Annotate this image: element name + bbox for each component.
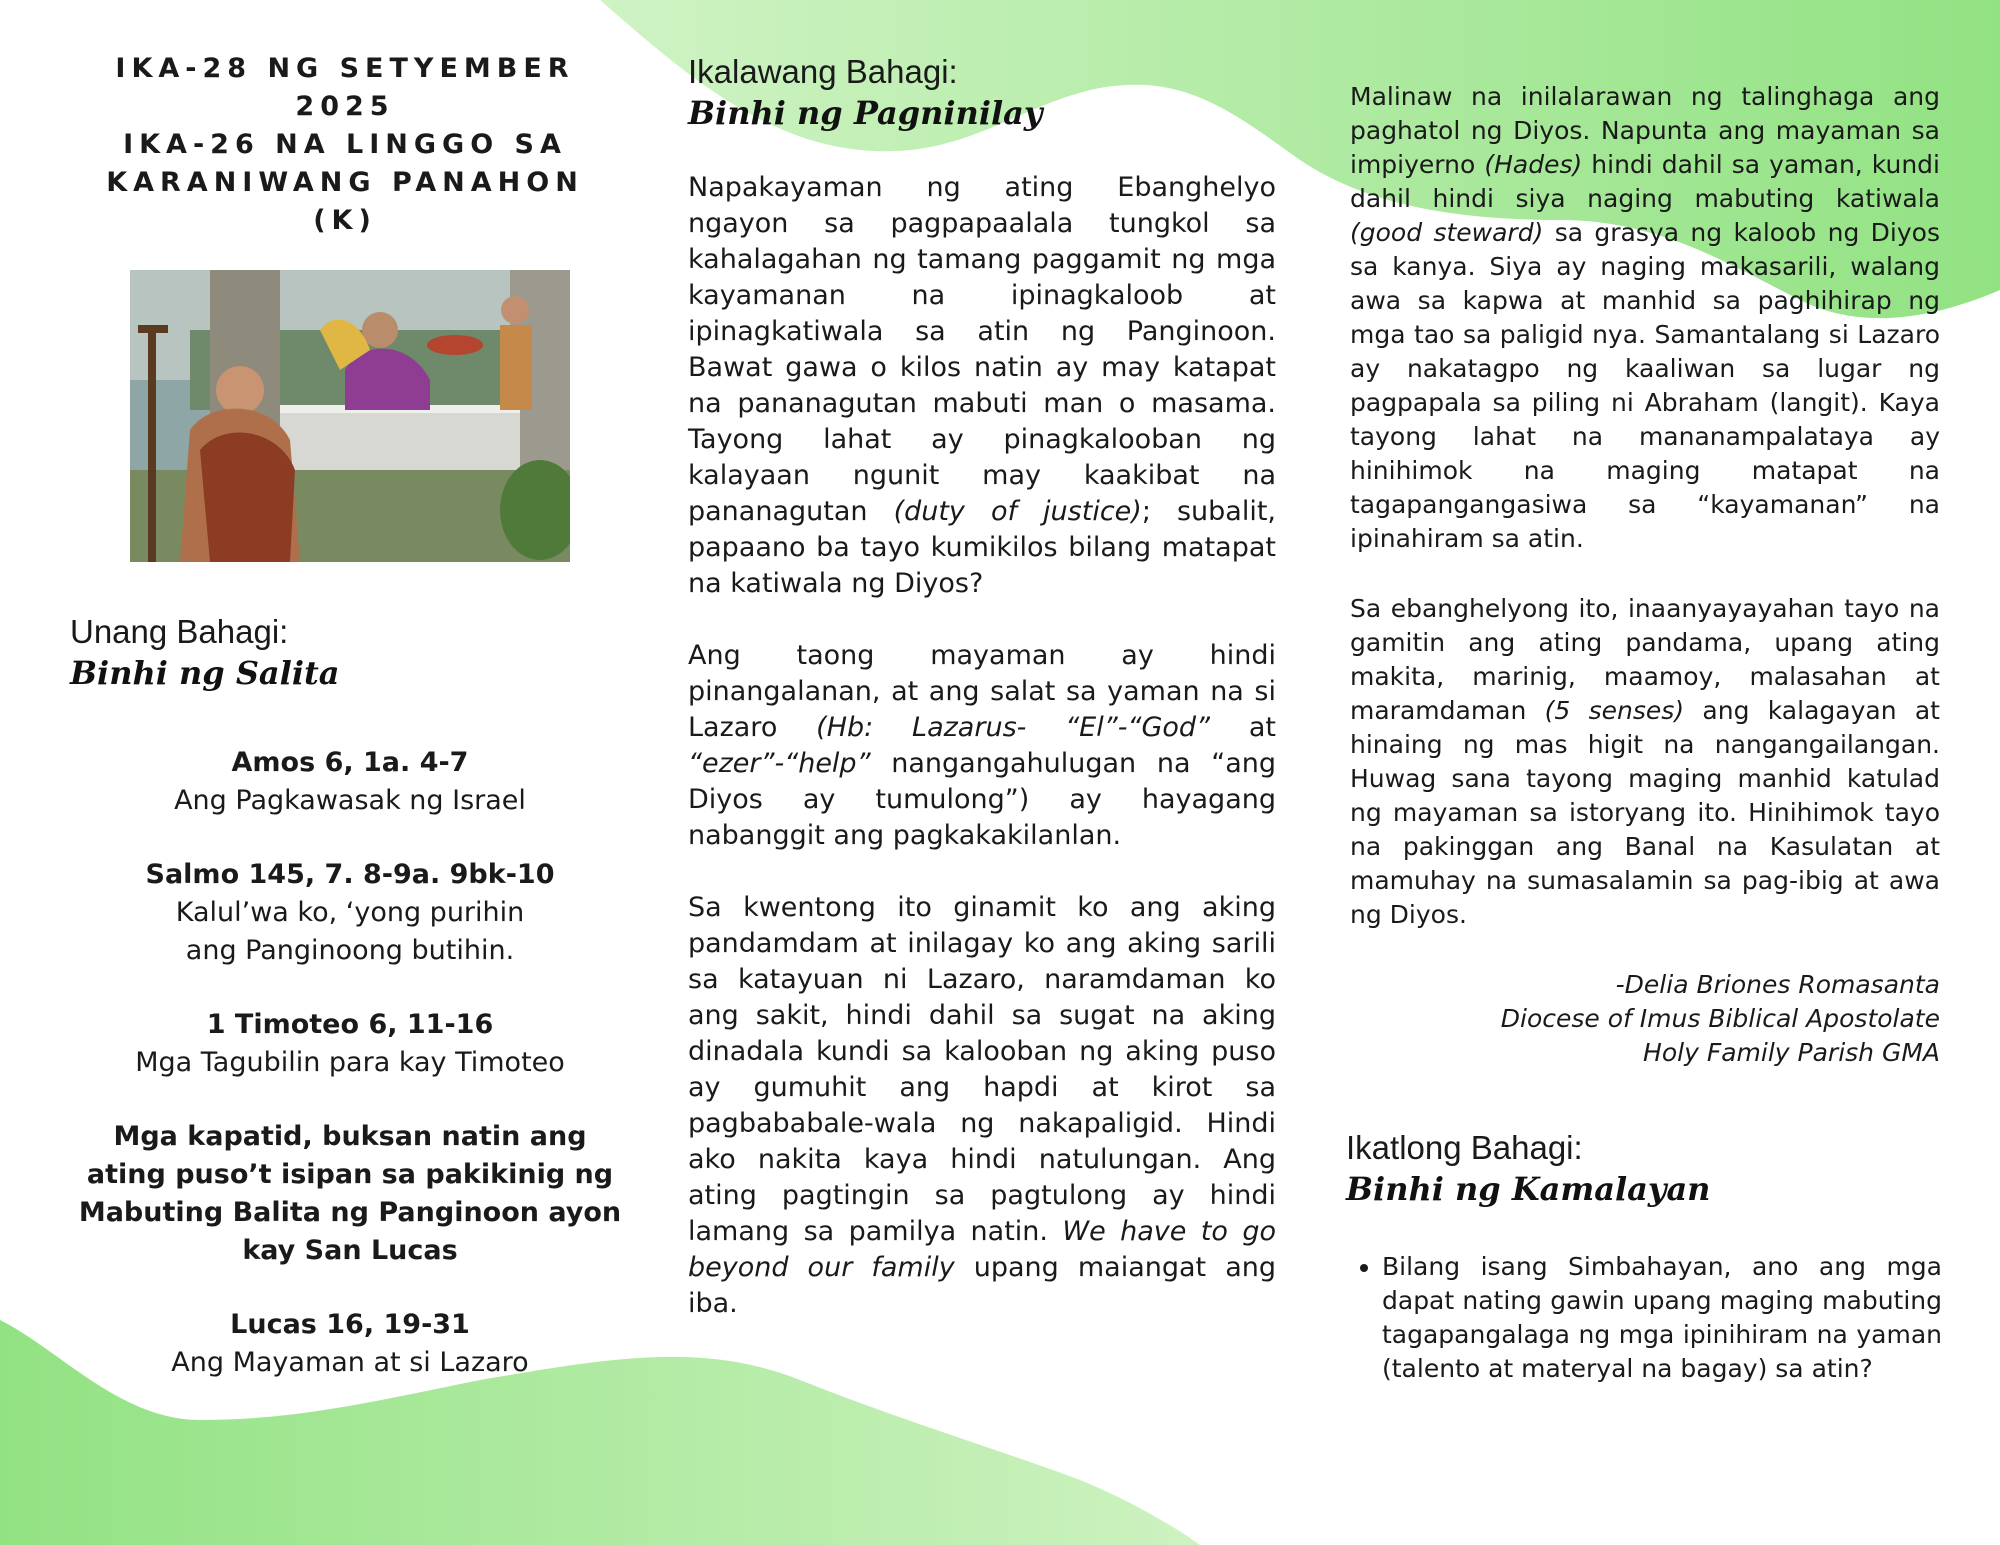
reading-reference: Lucas 16, 19-31 — [230, 1309, 470, 1340]
section2-title: Binhi ng Pagninilay — [688, 94, 1043, 132]
lazarus-rich-man-illustration — [130, 270, 570, 562]
section2-label: Ikalawang Bahagi: — [688, 53, 958, 90]
reading-reference: Amos 6, 1a. 4-7 — [231, 747, 469, 778]
section1-title: Binhi ng Salita — [70, 654, 340, 692]
column-left — [70, 50, 630, 1382]
gospel-invitation: Mga kapatid, buksan natin ang ating puso’t isipan sa pakikinig ng Mabuting Balita ng Panginoon ayon kay San Lucas — [78, 1121, 622, 1266]
sunday-line: IKA-26 NA LINGGO SA — [123, 129, 567, 160]
reflection-paragraph-3: Sa kwentong ito ginamit ko ang aking pandamdam at inilagay ko ang aking sarili sa katayuan ni Lazaro, naramdaman ko ang sakit, hindi dahil sa sugat na aking dinadala kundi sa kalooban ng aking puso ay gumuhit ang hapdi at kirot sa pagbababale-wala ng nakapaligid. Hindi ako nakita kaya hindi natulungan. Ang ating pagtingin sa pagtulong ay hindi lamang sa pamilya natin. We have to go beyond our family upang maiangat ang iba. — [688, 892, 1276, 1319]
author-affiliation: Diocese of Imus Biblical Apostolate — [1500, 1004, 1940, 1033]
author-name: -Delia Briones Romasanta — [1615, 970, 1940, 999]
question-item: • Bilang isang Simbahayan, ano ang mga dapat nating gawin upang maging mabuting tagapangalaga ng mga ipinihiram na yaman (talento at materyal na bagay) sa atin? — [1382, 1250, 1942, 1386]
reading-psalm — [70, 856, 630, 970]
date-heading — [85, 50, 605, 240]
author-signature — [1350, 968, 1940, 1070]
reading-reference: Salmo 145, 7. 8-9a. 9bk-10 — [145, 859, 555, 890]
reading-second — [70, 1006, 630, 1082]
reading-first — [70, 744, 630, 820]
section3-title: Binhi ng Kamalayan — [1346, 1170, 1711, 1208]
author-parish: Holy Family Parish GMA — [1643, 1038, 1940, 1067]
section1-label: Unang Bahagi: — [70, 613, 289, 650]
reading-subtitle: Ang Pagkawasak ng Israel — [174, 785, 526, 816]
reading-gospel — [70, 1306, 630, 1382]
column-middle — [688, 52, 1276, 1358]
psalm-response-line1: Kalul’wa ko, ‘yong purihin — [175, 897, 525, 928]
year-line: 2025 — [295, 91, 395, 122]
reading-reference: 1 Timoteo 6, 11-16 — [206, 1009, 494, 1040]
reflection-questions — [1350, 1250, 1942, 1386]
date-line: IKA-28 NG SETYEMBER — [115, 53, 575, 84]
reflection-paragraph-4: Malinaw na inilalarawan ng talinghaga ang paghatol ng Diyos. Napunta ang mayaman sa impiyerno (Hades) hindi dahil sa yaman, kundi dahil hindi siya naging mabuting katiwala (good steward) sa grasya ng kaloob ng Diyos sa kanya. Siya ay naging makasarili, walang awa sa kapwa at manhid sa paghihirap ng mga tao sa paligid nya. Samantalang si Lazaro ay nakatagpo ng kaaliwan sa lugar ng pagpapala sa piling ni Abraham (langit). Kaya tayong lahat na mananampalataya ay hinihimok na maging matapat na tagapangangasiwa sa “kayamanan” na ipinahiram sa atin. — [1350, 82, 1941, 553]
reflection-paragraph-1: Napakayaman ng ating Ebanghelyo ngayon sa pagpapaalala tungkol sa kahalagahan ng tamang paggamit ng mga kayamanan na ipinagkaloob at ipinagkatiwala sa atin ng Panginoon. Bawat gawa o kilos natin ay may katapat na pananagutan mabuti man o masama. Tayong lahat ay pinagkalooban ng kalayaan ngunit may kaakibat na pananagutan (duty of justice); subalit, papaano ba tayo kumikilos bilang matapat na katiwala ng Diyos? — [688, 172, 1276, 599]
reading-subtitle: Ang Mayaman at si Lazaro — [171, 1347, 529, 1378]
cycle-line: (K) — [313, 205, 377, 236]
section3-label: Ikatlong Bahagi: — [1346, 1129, 1583, 1166]
column-right — [1346, 80, 1942, 1386]
reflection-paragraph-5: Sa ebanghelyong ito, inaanyayayahan tayo na gamitin ang ating pandama, upang ating makita, marinig, maamoy, malasahan at maramdaman (5 senses) ang kalagayan at hinaing ng mas higit na nangangailangan. Huwag sana tayong maging manhid katulad ng mayaman sa istoryang ito. Hinihimok tayo na pakinggan ang Banal na Kasulatan at mamuhay na sumasalamin sa pag-ibig at awa ng Diyos. — [1350, 594, 1940, 929]
reading-subtitle: Mga Tagubilin para kay Timoteo — [135, 1047, 565, 1078]
season-line: KARANIWANG PANAHON — [106, 167, 584, 198]
psalm-response-line2: ang Panginoong butihin. — [185, 935, 515, 966]
reflection-paragraph-2: Ang taong mayaman ay hindi pinangalanan, at ang salat sa yaman na si Lazaro (Hb: Lazarus- “El”-“God” at “ezer”-“help” nangangahulugan na “ang Diyos ay tumulong”) ay hayagang nabanggit ang pagkakakilanlan. — [688, 640, 1276, 851]
